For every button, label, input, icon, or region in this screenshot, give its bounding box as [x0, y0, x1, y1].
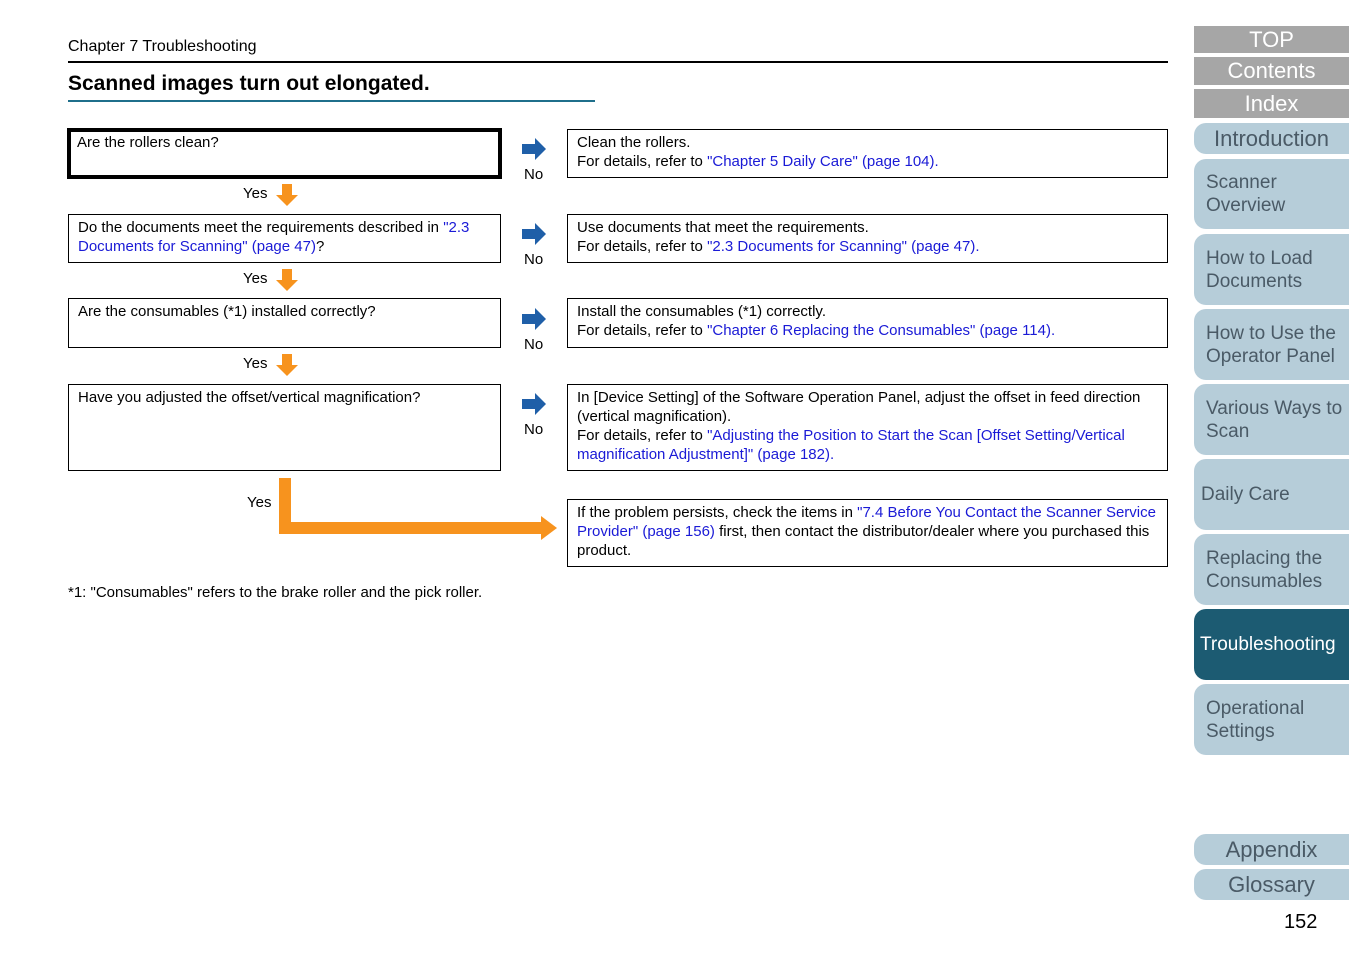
no-arrow-2-icon	[522, 223, 546, 245]
tab-various-ways-to-scan[interactable]: Various Ways to Scan	[1194, 384, 1349, 455]
no-arrow-4-icon	[522, 393, 546, 415]
yes-path-arrow-icon	[277, 478, 559, 542]
page-number: 152	[1284, 911, 1318, 933]
yes-label-1: Yes	[243, 185, 268, 202]
final-box	[567, 499, 1168, 567]
answer-1-prefix: For details, refer to	[577, 153, 708, 170]
answer-3-link[interactable]: "Chapter 6 Replacing the Consumables" (page 114).	[707, 322, 1056, 339]
tab-glossary[interactable]: Glossary	[1194, 869, 1349, 900]
tab-daily-care[interactable]: Daily Care	[1194, 459, 1349, 530]
chapter-heading: Chapter 7 Troubleshooting	[68, 38, 257, 55]
question-3-text: Are the consumables (*1) installed correctly?	[78, 303, 376, 320]
title-underline	[68, 100, 595, 102]
question-2-link[interactable]: "2.3 Documents for Scanning" (page 47)	[78, 219, 470, 255]
no-arrow-1-icon	[522, 138, 546, 160]
answer-2-line: Use documents that meet the requirements.	[577, 219, 869, 236]
chapter-rule	[68, 61, 1168, 63]
answer-1-box	[567, 129, 1168, 178]
tab-how-to-load-documents[interactable]: How to Load Documents	[1194, 234, 1349, 305]
question-3-box	[68, 298, 501, 348]
tab-scanner-overview[interactable]: Scanner Overview	[1194, 159, 1349, 229]
no-arrow-3-icon	[522, 308, 546, 330]
answer-4-link[interactable]: "Adjusting the Position to Start the Scan [Offset Setting/Vertical magnification Adjustment]" (page 182).	[577, 427, 1125, 463]
question-4-text: Have you adjusted the offset/vertical magnification?	[78, 389, 421, 406]
answer-4-box	[567, 384, 1168, 471]
yes-label-3: Yes	[243, 355, 268, 372]
yes-label-4: Yes	[247, 494, 272, 511]
nav-index-button[interactable]: Index	[1194, 89, 1349, 120]
question-4-box	[68, 384, 501, 471]
question-2-box	[68, 214, 501, 263]
yes-label-2: Yes	[243, 270, 268, 287]
final-prefix: If the problem persists, check the items in	[577, 504, 858, 521]
answer-4-line: In [Device Setting] of the Software Operation Panel, adjust the offset in feed direction (vertical magnification).	[577, 389, 1141, 425]
tab-introduction[interactable]: Introduction	[1194, 123, 1349, 154]
no-label-2: No	[524, 251, 544, 268]
tab-troubleshooting[interactable]: Troubleshooting	[1194, 609, 1349, 680]
answer-3-line: Install the consumables (*1) correctly.	[577, 303, 826, 320]
nav-contents-button[interactable]: Contents	[1194, 57, 1349, 87]
tab-operational-settings[interactable]: Operational Settings	[1194, 684, 1349, 755]
answer-3-box	[567, 298, 1168, 348]
tab-operator-panel[interactable]: How to Use the Operator Panel	[1194, 309, 1349, 380]
yes-arrow-1-icon	[276, 184, 298, 206]
answer-4-prefix: For details, refer to	[577, 427, 708, 444]
no-label-1: No	[524, 166, 544, 183]
answer-2-box	[567, 214, 1168, 263]
no-label-3: No	[524, 336, 544, 353]
question-2-text: Do the documents meet the requirements described in	[78, 219, 444, 236]
nav-top-button[interactable]: TOP	[1194, 26, 1349, 55]
answer-2-prefix: For details, refer to	[577, 238, 708, 255]
answer-1-link[interactable]: "Chapter 5 Daily Care" (page 104).	[707, 153, 939, 170]
page-title: Scanned images turn out elongated.	[68, 72, 430, 95]
answer-2-link[interactable]: "2.3 Documents for Scanning" (page 47).	[707, 238, 980, 255]
yes-arrow-2-icon	[276, 269, 298, 291]
yes-arrow-3-icon	[276, 354, 298, 376]
answer-3-prefix: For details, refer to	[577, 322, 708, 339]
question-1-text: Are the rollers clean?	[77, 134, 219, 151]
no-label-4: No	[524, 421, 544, 438]
question-2-text-end: ?	[315, 238, 325, 255]
final-link[interactable]: "7.4 Before You Contact the Scanner Service Provider" (page 156)	[577, 504, 1156, 540]
tab-replacing-consumables[interactable]: Replacing the Consumables	[1194, 534, 1349, 605]
answer-1-line: Clean the rollers.	[577, 134, 691, 151]
footnote: *1: "Consumables" refers to the brake roller and the pick roller.	[68, 584, 483, 601]
question-1-box	[67, 128, 502, 179]
final-suffix: first, then contact the distributor/dealer where you purchased this product.	[577, 523, 1150, 559]
tab-appendix[interactable]: Appendix	[1194, 834, 1349, 865]
